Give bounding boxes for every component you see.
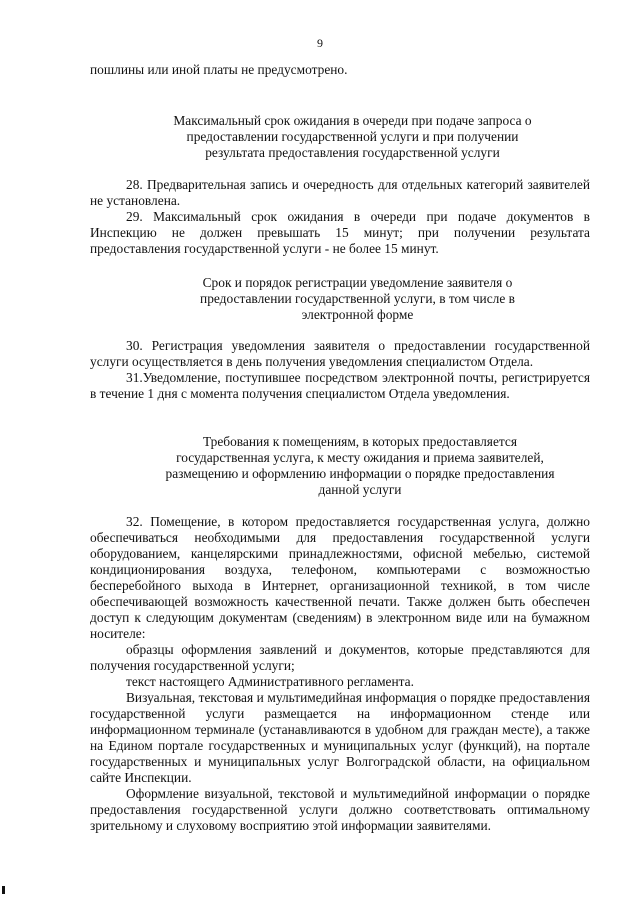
paragraph-30: 30. Регистрация уведомления заявителя о предоставлении государственной услуги осуществляется в день получения уведомления специалистом Отдела. [90, 338, 590, 369]
heading-premises: Требования к помещениям, в которых предоставляется государственная услуга, к месту ожидания и приема заявителей, размещению и оформлению информации о порядке предоставления данной услуги [165, 434, 555, 497]
heading-registration: Срок и порядок регистрации уведомление заявителя о предоставлении государственной услуги, в том числе в электронной форме [200, 275, 515, 322]
paragraph-32: 32. Помещение, в котором предоставляется государственная услуга, должно обеспечиваться необходимыми для предоставления государственной услуги оборудованием, канцелярскими принадлежностями, офисной мебелью, системой кондиционирования воздуха, телефоном, компьютерами с возможностью бесперебойного выхода в Интернет, организационной техникой, в том числе обеспечивающей возможность качественной печати. Также должен быть обеспечен доступ к следующим документам (сведениям) в электронном виде или на бумажном носителе: [90, 514, 590, 641]
paragraph-visual-info: Визуальная, текстовая и мультимедийная информация о порядке предоставления государственной услуги размещается на информационном стенде или информационном терминале (устанавливаются в удобном для граждан месте), а также на Едином портале государственных и муниципальных услуг (функций), на портале государственных и муниципальных услуг Волгоградской области, на официальном сайте Инспекции. [90, 690, 590, 785]
paragraph-design-info: Оформление визуальной, текстовой и мультимедийной информации о порядке предоставления государственной услуги должно соответствовать оптимальному зрительному и слуховому восприятию этой информации заявителями. [90, 786, 590, 833]
scan-mark [2, 886, 5, 894]
paragraph-32-item-1: образцы оформления заявлений и документов, которые представляются для получения государственной услуги; [90, 642, 590, 673]
paragraph-28: 28. Предварительная запись и очередность для отдельных категорий заявителей не установлена. [90, 177, 590, 208]
page-number: 9 [317, 36, 323, 50]
heading-wait-time: Максимальный срок ожидания в очереди при подаче запроса о предоставлении государственной услуги и при получении результата предоставления государственной услуги [173, 113, 532, 160]
continuation-text: пошлины или иной платы не предусмотрено. [90, 62, 348, 77]
paragraph-32-item-2: текст настоящего Административного регламента. [126, 674, 414, 689]
paragraph-29: 29. Максимальный срок ожидания в очереди при подаче документов в Инспекцию не должен превышать 15 минут; при получении результата предоставления государственной услуги - не более 15 минут. [90, 209, 590, 256]
paragraph-31: 31.Уведомление, поступившее посредством электронной почты, регистрируется в течение 1 дня с момента получения специалистом Отдела уведомления. [90, 370, 590, 401]
